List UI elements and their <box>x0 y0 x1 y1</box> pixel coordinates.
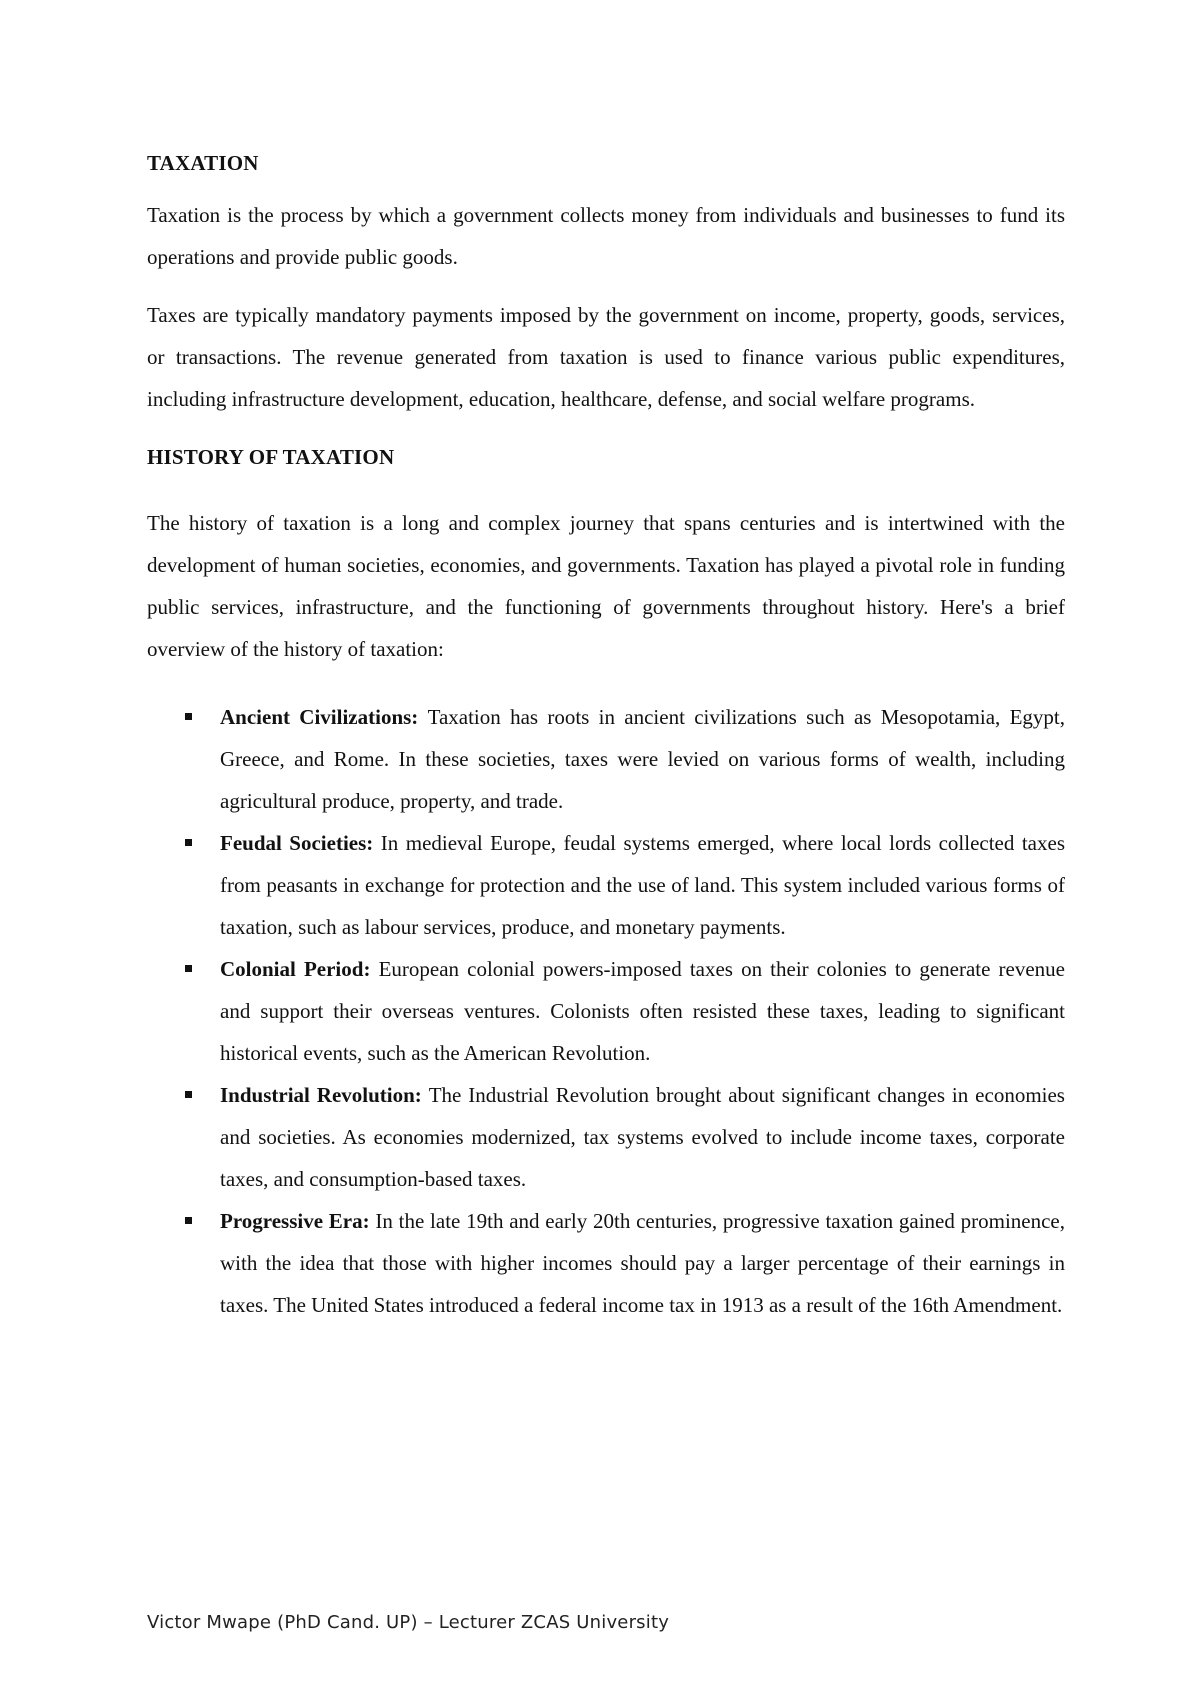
list-item-term: Feudal Societies: <box>220 831 381 855</box>
square-bullet-icon <box>185 713 192 720</box>
intro-paragraph-2: Taxes are typically mandatory payments imposed by the government on income, property, goods, services, or transactions. The revenue generated from taxation is used to finance various public expenditures, including infrastructure development, education, healthcare, defense, and social welfare programs. <box>147 303 1065 411</box>
square-bullet-icon <box>185 1091 192 1098</box>
list-item-term: Colonial Period: <box>220 957 379 981</box>
section-heading-history: HISTORY OF TAXATION <box>147 445 395 469</box>
list-item <box>147 696 1065 822</box>
history-intro-paragraph: The history of taxation is a long and complex journey that spans centuries and is intertwined with the development of human societies, economies, and governments. Taxation has played a pivotal role in funding public services, infrastructure, and the functioning of governments throughout history. Here's a brief overview of the history of taxation: <box>147 511 1065 661</box>
page-footer: Victor Mwape (PhD Cand. UP) – Lecturer ZCAS University <box>147 1612 670 1633</box>
square-bullet-icon <box>185 839 192 846</box>
list-item <box>147 822 1065 948</box>
list-item <box>147 1200 1065 1326</box>
square-bullet-icon <box>185 965 192 972</box>
history-list <box>147 696 1065 1326</box>
list-item-term: Progressive Era: <box>220 1209 376 1233</box>
list-item-term: Industrial Revolution: <box>220 1083 429 1107</box>
list-item-text: Taxation has roots in ancient civilizations such as Mesopotamia, Egypt, Greece, and Rome. In these societies, taxes were levied on various forms of wealth, including agricultural produce, property, and trade. <box>220 705 1065 813</box>
page-title: TAXATION <box>147 151 259 175</box>
list-item-text: The Industrial Revolution brought about significant changes in economies and societies. As economies modernized, tax systems evolved to include income taxes, corporate taxes, and consumption-based taxes. <box>220 1083 1065 1191</box>
square-bullet-icon <box>185 1217 192 1224</box>
intro-paragraph-1: Taxation is the process by which a government collects money from individuals and businesses to fund its operations and provide public goods. <box>147 203 1065 269</box>
list-item-term: Ancient Civilizations: <box>220 705 428 729</box>
list-item-text: European colonial powers-imposed taxes on their colonies to generate revenue and support their overseas ventures. Colonists often resisted these taxes, leading to significant historical events, such as the American Revolution. <box>220 957 1066 1065</box>
document-body <box>147 142 1065 1326</box>
list-item-text: In medieval Europe, feudal systems emerged, where local lords collected taxes from peasants in exchange for protection and the use of land. This system included various forms of taxation, such as labour services, produce, and monetary payments. <box>220 831 1065 939</box>
list-item-text: In the late 19th and early 20th centuries, progressive taxation gained prominence, with the idea that those with higher incomes should pay a larger percentage of their earnings in taxes. The United States introduced a federal income tax in 1913 as a result of the 16th Amendment. <box>220 1209 1065 1317</box>
list-item <box>147 1074 1065 1200</box>
list-item <box>147 948 1065 1074</box>
